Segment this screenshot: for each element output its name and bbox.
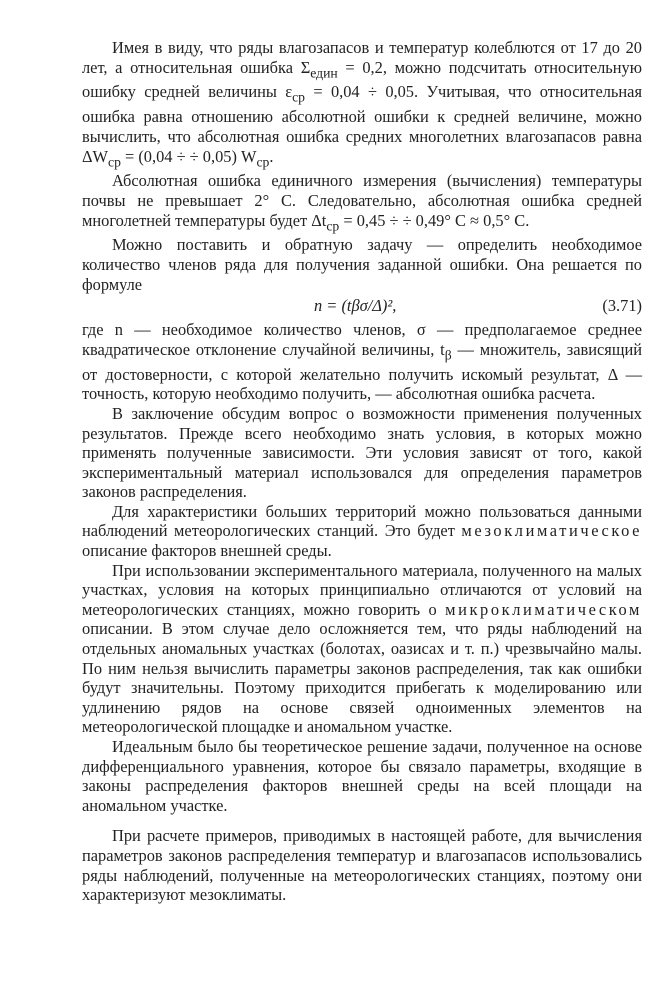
paragraph <box>82 561 642 737</box>
formula-line <box>82 296 642 320</box>
text-run: В заключение обсудим вопрос о возможности применения полученных результатов. Прежде всего необходимо знать условия, в которых можно применять полученные зависимости. Эти условия зависят от того, какой экспериментальный материал использовался для определения параметров законов распределения. <box>82 403 642 502</box>
text-run: При использовании экспериментального материала, полученного на малых участках, условия на которых принципиально отличаются от условий на метеорологических станциях, можно говорить о <box>82 560 642 619</box>
text-run: = 0,45 ÷ ÷ 0,49° С ≈ 0,5° С. <box>339 210 530 230</box>
text-run: = 0,04 ÷ 0,05. Учитывая, что относительная ошибка равна отношению абсолютной ошибки к средней величине, можно вычислить, что абсолютная ошибка средних многолетних влагозапасов равна ΔW <box>82 82 642 166</box>
spaced-term: мезоклиматическое <box>461 521 642 541</box>
formula-explanation <box>82 320 642 404</box>
intro-paragraphs <box>82 38 642 294</box>
paragraph <box>82 38 642 171</box>
paragraph <box>82 826 642 904</box>
paragraph <box>82 404 642 502</box>
text-run: Идеальным было бы теоретическое решение задачи, полученное на основе дифференциального уравнения, которое бы связало параметры, входящие в законы распределения факторов внешней среды на всей площади на аномальном участке. <box>82 737 642 815</box>
text-run: Имея в виду, что ряды влагозапасов и температур колеблются от 17 до 20 лет, а относительная ошибка Σ <box>82 38 642 77</box>
subscript: ср <box>292 89 306 105</box>
paragraph <box>82 502 642 561</box>
subscript: ср <box>256 153 270 169</box>
text-run: Для характеристики больших территорий можно пользоваться данными наблюдений метеорологических станций. Это будет <box>82 501 642 541</box>
text-run: описании. В этом случае дело осложняется тем, что ряды наблюдений на отдельных аномальных участках (болотах, оазисах и т. п.) чрезвычайно малы. По ним нельзя вычислить параметры законов распределения, так как ошибки будут значительны. Поэтому приходится прибегать к моделированию или удлинению рядов на основе связей одноименных элементов на метеорологической площадке и аномальном участке. <box>82 619 642 737</box>
spaced-term: микроклиматическом <box>445 599 642 619</box>
subscript: ср <box>108 153 121 169</box>
subscript: ср <box>326 217 340 233</box>
text-run: — множитель, зависящий от достоверности, с которой желательно получить искомый результат, Δ — точность, которую необходимо получить, — абсолютная ошибка расчета. <box>82 339 642 404</box>
text-run: = (0,04 ÷ ÷ 0,05) W <box>120 146 257 166</box>
text-run: где n — необходимое количество членов, σ — предполагаемое среднее квадратическое отклонение случайной величины, t <box>82 320 642 359</box>
paragraph <box>82 171 642 235</box>
subscript: β <box>444 347 452 363</box>
paragraph <box>82 235 642 294</box>
subscript: един <box>310 64 338 80</box>
text-run: Можно поставить и обратную задачу — определить необходимое количество членов ряда для получения заданной ошибки. Она решается по формуле <box>82 235 642 294</box>
equation-number: (3.71) <box>602 296 642 316</box>
page-text <box>82 38 642 905</box>
text-run: Абсолютная ошибка единичного измерения (вычисления) температуры почвы не превышает 2° С. Следовательно, абсолютная ошибка средней многолетней температуры будет Δt <box>82 171 642 230</box>
text-run: . <box>269 146 274 166</box>
conclusion-paragraphs <box>82 404 642 905</box>
text-run: При расчете примеров, приводимых в настоящей работе, для вычисления параметров законов распределения температур и влагозапасов использовались ряды наблюдений, полученные на метеорологических станциях, поэтому они характеризуют мезоклиматы. <box>82 826 642 905</box>
text-run: = 0,2, можно подсчитать относительную ошибку средней величины ε <box>82 57 642 102</box>
formula: n = (tβσ/Δ)², <box>314 296 397 316</box>
text-run: описание факторов внешней среды. <box>82 541 332 561</box>
paragraph <box>82 737 642 815</box>
